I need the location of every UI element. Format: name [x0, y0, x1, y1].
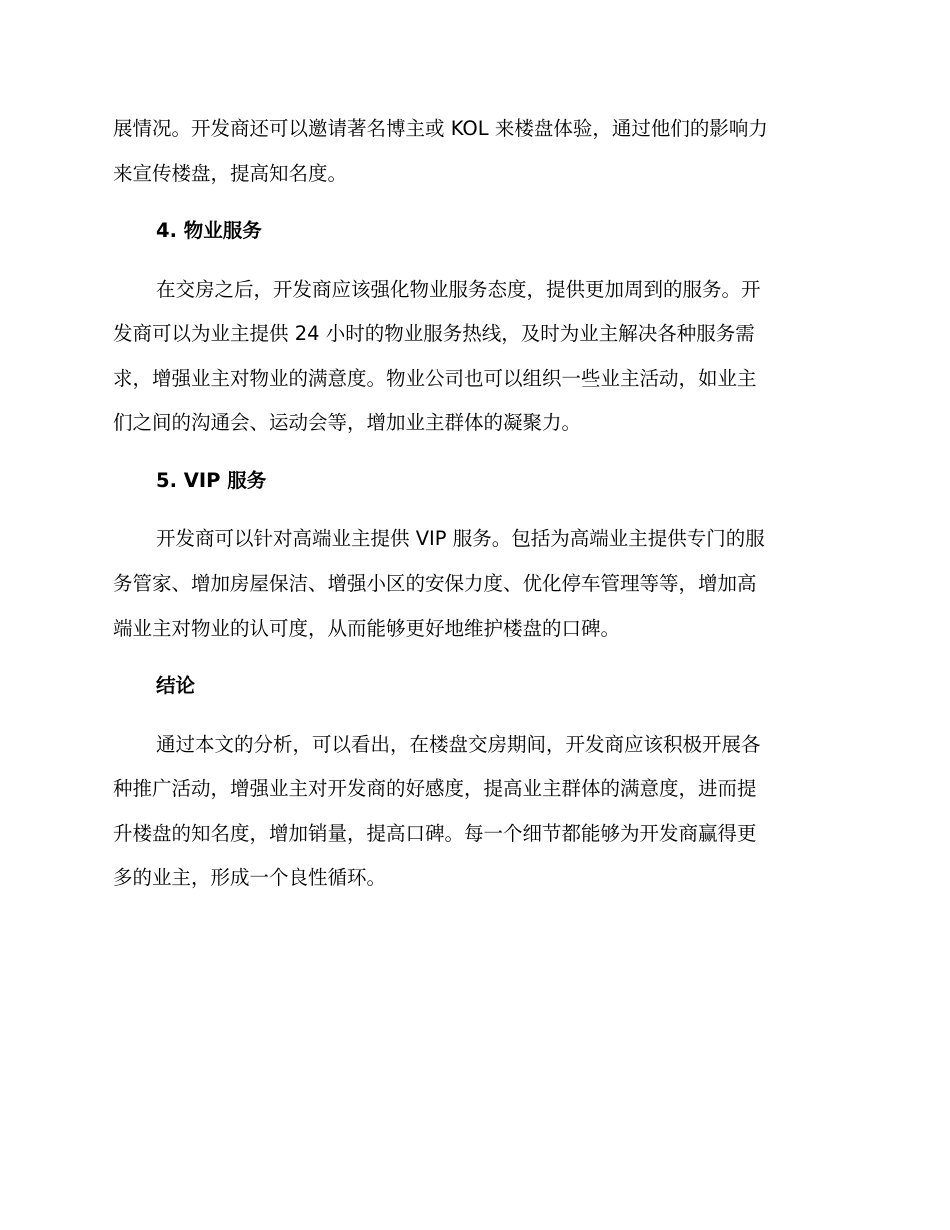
paragraph-4-line-1: 通过本文的分析，可以看出，在楼盘交房期间，开发商应该积极开展各: [156, 733, 761, 756]
paragraph-2-line-3: 求，增强业主对物业的满意度。物业公司也可以组织一些业主活动，如业主: [113, 367, 757, 390]
paragraph-2-line-1: 在交房之后，开发商应该强化物业服务态度，提供更加周到的服务。开: [156, 278, 761, 301]
section-heading-conclusion: 结论: [156, 674, 196, 697]
paragraph-4-line-2: 种推广活动，增强业主对开发商的好感度，提高业主群体的满意度，进而提: [113, 777, 757, 800]
paragraph-4-line-4: 多的业主，形成一个良性循环。: [113, 866, 387, 889]
paragraph-2-line-2: 发商可以为业主提供 24 小时的物业服务热线，及时为业主解决各种服务需: [113, 322, 755, 345]
paragraph-1-line-2: 来宣传楼盘，提高知名度。: [113, 162, 348, 185]
paragraph-2-line-4: 们之间的沟通会、运动会等，增加业主群体的凝聚力。: [113, 411, 582, 434]
paragraph-3-line-2: 务管家、增加房屋保洁、增强小区的安保力度、优化停车管理等等，增加高: [113, 572, 757, 595]
paragraph-3-line-1: 开发商可以针对高端业主提供 VIP 服务。包括为高端业主提供专门的服: [156, 527, 765, 550]
section-heading-property-service: 4. 物业服务: [156, 219, 262, 242]
section-heading-vip-service: 5. VIP 服务: [156, 469, 267, 492]
paragraph-3-line-3: 端业主对物业的认可度，从而能够更好地维护楼盘的口碑。: [113, 617, 621, 640]
paragraph-1-line-1: 展情况。开发商还可以邀请著名博主或 KOL 来楼盘体验，通过他们的影响力: [113, 117, 768, 140]
paragraph-4-line-3: 升楼盘的知名度，增加销量，提高口碑。每一个细节都能够为开发商赢得更: [113, 822, 757, 845]
